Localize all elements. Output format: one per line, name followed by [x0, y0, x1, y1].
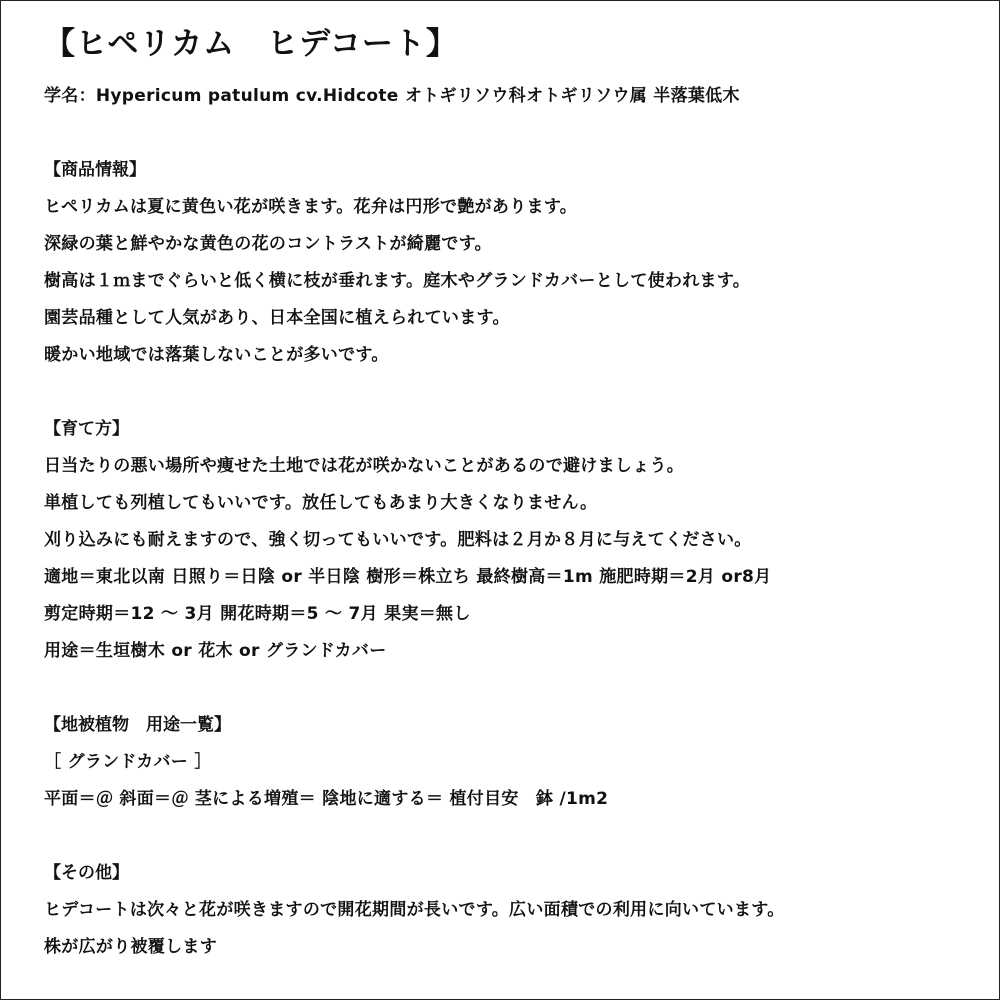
care-spec-line: 用途＝生垣樹木 or 花木 or グランドカバー — [44, 641, 387, 661]
spacer — [44, 818, 984, 855]
other-heading: 【その他】 — [44, 863, 129, 883]
document-body — [44, 22, 984, 966]
care-section — [44, 411, 984, 670]
scientific-name: 学名：Hypericum patulum cv.Hidcote オトギリソウ科オトギリソウ属 半落葉低木 — [44, 86, 740, 106]
spacer — [44, 670, 984, 707]
ground-cover-subheading: ［ グランドカバー ］ — [44, 752, 212, 772]
spacer — [44, 115, 984, 152]
ground-cover-heading: 【地被植物 用途一覧】 — [44, 715, 231, 735]
product-info-line: ヒペリカムは夏に黄色い花が咲きます。花弁は円形で艶があります。 — [44, 197, 578, 217]
care-line: 日当たりの悪い場所や痩せた土地では花が咲かないことがあるので避けましょう。 — [44, 456, 685, 476]
other-line: 株が広がり被覆します — [44, 937, 217, 957]
care-spec-line: 剪定時期＝12 ～ 3月 開花時期＝5 ～ 7月 果実＝無し — [44, 604, 471, 624]
product-info-line: 園芸品種として人気があり、日本全国に植えられています。 — [44, 308, 510, 328]
care-line: 単植しても列植してもいいです。放任してもあまり大きくなりません。 — [44, 493, 598, 513]
product-info-heading: 【商品情報】 — [44, 160, 146, 180]
care-spec-line: 適地＝東北以南 日照り＝日陰 or 半日陰 樹形＝株立ち 最終樹高＝1m 施肥時期＝2月 or8月 — [44, 567, 772, 587]
ground-cover-line: 平面＝＠ 斜面＝＠ 茎による増殖＝ 陰地に適する＝ 植付目安 鉢 /1m2 — [44, 789, 609, 809]
product-info-line: 暖かい地域では落葉しないことが多いです。 — [44, 345, 389, 365]
product-info-line: 深緑の葉と鮮やかな黄色の花のコントラストが綺麗です。 — [44, 234, 492, 254]
care-line: 刈り込みにも耐えますので、強く切ってもいいです。肥料は２月か８月に与えてください。 — [44, 530, 752, 550]
ground-cover-section — [44, 707, 984, 818]
spacer — [44, 374, 984, 411]
page-title: 【ヒペリカム ヒデコート】 — [44, 26, 458, 62]
product-info-line: 樹高は１ｍまでぐらいと低く横に枝が垂れます。庭木やグランドカバーとして使われます。 — [44, 271, 751, 291]
other-section — [44, 855, 984, 966]
care-heading: 【育て方】 — [44, 419, 129, 439]
other-line: ヒデコートは次々と花が咲きますので開花期間が長いです。広い面積での利用に向いています。 — [44, 900, 785, 920]
product-info-section — [44, 152, 984, 374]
